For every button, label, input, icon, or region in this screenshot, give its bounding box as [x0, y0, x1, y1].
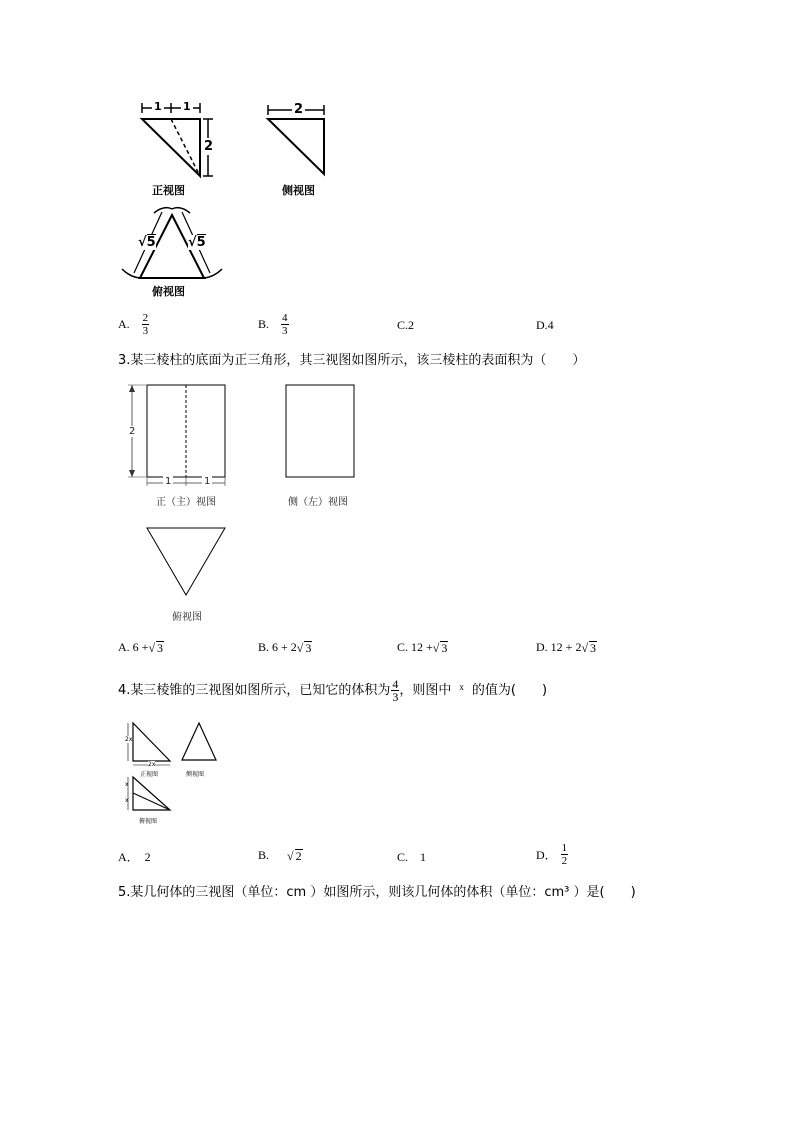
q3-option-b-letter: B.	[258, 640, 270, 654]
q4-option-d-letter: D．	[536, 848, 557, 862]
q2-top-label: 俯视图	[152, 285, 185, 298]
q3-option-c-rad: 3	[441, 641, 448, 655]
q3-side-label: 侧（左）视图	[288, 497, 348, 508]
q2-side-label: 侧视图	[282, 184, 315, 197]
q4-dim-2x: 2x	[125, 736, 133, 743]
q4-stem-mid: ，则图中	[399, 682, 452, 698]
q4-option-c: C. 1	[397, 850, 427, 864]
q3-option-a-pre: 6 +	[132, 640, 149, 654]
q4-stem-var: x	[459, 681, 464, 692]
q3-front-label: 正（主）视图	[156, 497, 216, 508]
q2-top-dim-right-rad: 5	[196, 235, 206, 250]
q4-stem	[118, 678, 547, 703]
q2-side-view	[262, 100, 342, 200]
q4-stem-pre: 4.某三棱锥的三视图如图所示，已知它的体积为	[118, 682, 391, 698]
q4-side-label: 侧视图	[186, 771, 205, 778]
q2-option-a-frac	[142, 312, 150, 337]
q3-option-d-pre: 12 + 2	[550, 640, 582, 654]
q4-option-d-frac	[561, 842, 569, 867]
q3-dim-w1: 1	[165, 476, 172, 487]
q2-option-a-num: 2	[142, 312, 149, 324]
q2-option-b-num: 4	[282, 312, 288, 324]
q3-option-c-pre: 12 +	[411, 640, 433, 654]
q3-option-d-sqrt: √ 3	[581, 641, 597, 655]
q2-front-view	[118, 100, 228, 200]
q3-option-a	[118, 640, 164, 655]
q2-option-b	[258, 312, 289, 337]
q4-side-view	[178, 718, 223, 778]
q3-top-label: 俯视图	[172, 612, 202, 623]
q2-option-a-letter: A.	[118, 317, 130, 331]
q4-top-label: 俯视图	[139, 818, 158, 825]
q2-side-dim-2: 2	[294, 102, 304, 117]
q3-dim-w2: 1	[204, 476, 211, 487]
q4-front-label: 正视图	[140, 771, 159, 778]
q2-option-d: D.4	[536, 318, 554, 332]
q3-stem: 3.某三棱柱的底面为正三角形，其三视图如图所示，该三棱柱的表面积为（ ）	[118, 353, 586, 368]
q3-option-c-sqrt: √ 3	[432, 641, 448, 655]
q4-stem-den: 3	[392, 690, 399, 704]
q3-option-c	[397, 640, 448, 655]
q2-dim-2: 2	[204, 139, 214, 154]
q5-stem: 5.某几何体的三视图（单位：cm ）如图所示，则该几何体的体积（单位：cm³ ）是( )	[118, 885, 636, 900]
q2-top-dim-right: √5	[188, 235, 206, 250]
q3-option-b-pre: 6 + 2	[272, 640, 297, 654]
q3-option-b-rad: 3	[305, 641, 312, 655]
q4-option-b-sqrt: √ 2	[287, 849, 302, 863]
q2-option-b-letter: B.	[258, 317, 270, 331]
q3-front-view	[118, 380, 238, 510]
q3-option-a-sqrt: √ 3	[148, 641, 164, 655]
q3-option-d-rad: 3	[590, 641, 597, 655]
q2-option-a	[118, 312, 149, 337]
q2-top-dim-left: √5	[138, 235, 156, 250]
q2-top-dim-left-rad: 5	[146, 235, 156, 250]
q4-top-view	[122, 772, 182, 827]
q4-option-b-letter: B.	[258, 848, 270, 862]
q2-dim-1b: 1	[183, 100, 191, 113]
q3-option-a-letter: A.	[118, 640, 130, 654]
q4-stem-post: 的值为( )	[471, 682, 548, 698]
q2-option-c: C.2	[397, 318, 415, 332]
q2-dim-1a: 1	[154, 100, 162, 113]
q4-option-d-den: 2	[561, 855, 568, 867]
q4-dim-x-a: x	[125, 781, 129, 788]
q3-option-b-sqrt: √ 3	[296, 641, 312, 655]
q3-option-d	[536, 640, 597, 655]
q3-option-b	[258, 640, 312, 655]
q4-stem-frac	[391, 678, 399, 703]
q2-top-view	[118, 203, 228, 298]
q2-option-b-den: 3	[282, 325, 288, 337]
q2-option-a-den: 3	[142, 325, 149, 337]
q3-top-view	[140, 522, 240, 622]
q4-dim-2x-bottom: 2x	[148, 761, 156, 768]
q4-option-a: A． 2	[118, 850, 151, 864]
q4-option-b-rad: 2	[295, 849, 302, 863]
q4-option-b	[258, 848, 303, 863]
q2-option-b-frac	[281, 312, 289, 337]
q3-option-d-letter: D.	[536, 640, 548, 654]
q3-dim-height: 2	[129, 426, 136, 437]
q3-option-a-rad: 3	[157, 641, 164, 655]
q4-dim-x-b: x	[125, 797, 129, 804]
q3-side-view	[282, 380, 362, 510]
q2-front-label: 正视图	[152, 184, 185, 197]
q4-option-d-num: 1	[561, 842, 568, 854]
q3-option-c-letter: C.	[397, 640, 409, 654]
q4-option-d	[536, 842, 568, 867]
q4-front-view	[122, 718, 182, 778]
q4-stem-num: 4	[392, 677, 399, 691]
